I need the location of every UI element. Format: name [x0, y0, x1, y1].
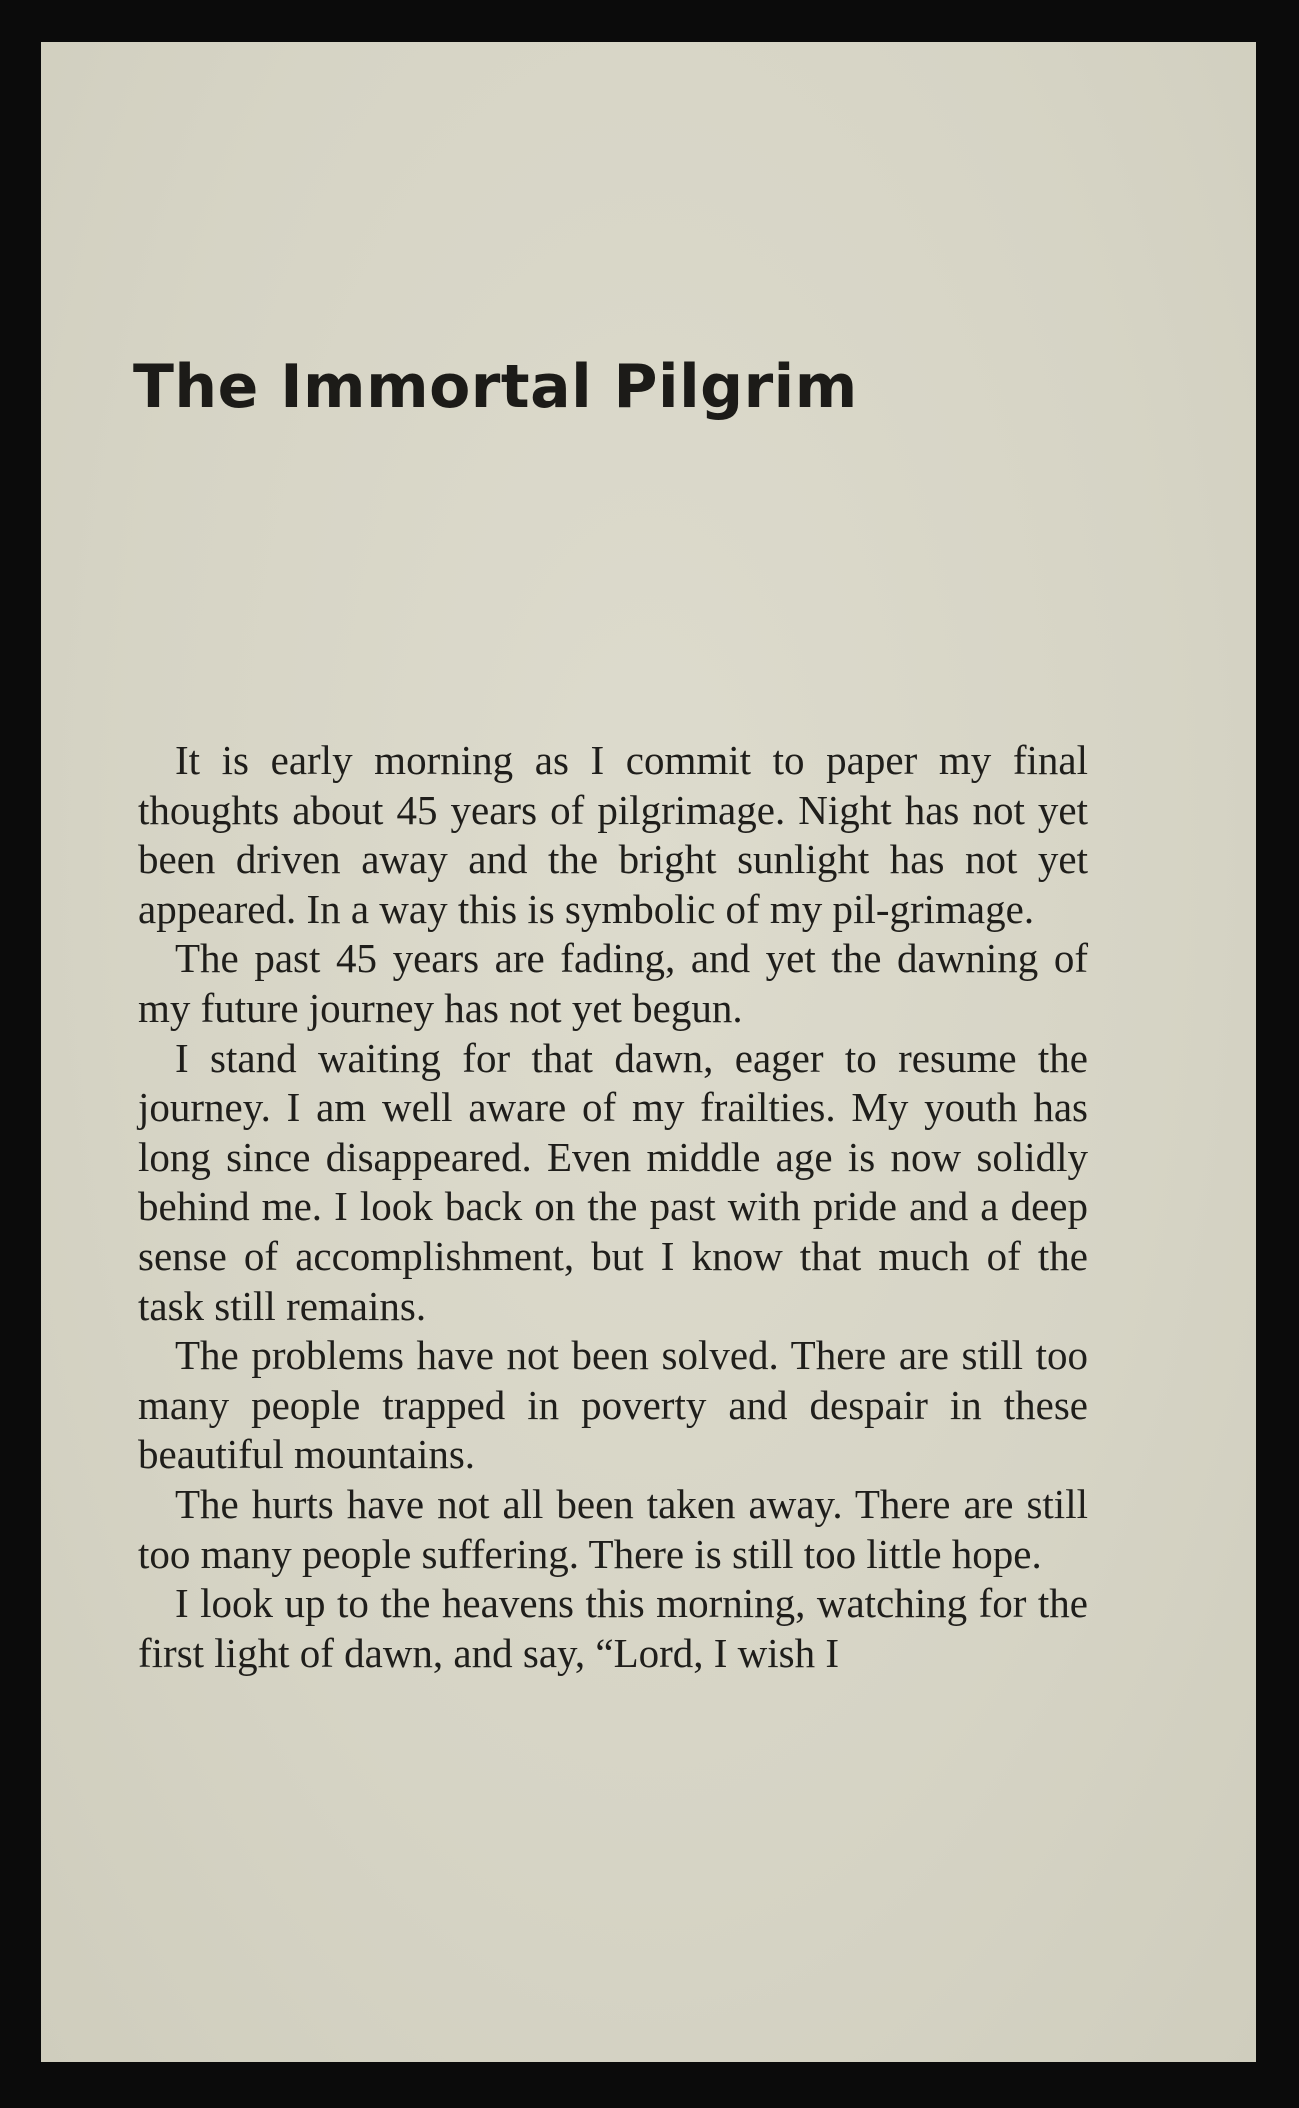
paragraph-2: The past 45 years are fading, and yet the dawning of my future journey has not yet begun.: [138, 935, 1088, 1031]
paragraph-5: The hurts have not all been taken away. There are still too many people suffering. There is still too little hope.: [138, 1480, 1088, 1577]
paragraph-1: It is early morning as I commit to paper my final thoughts about 45 years of pilgrimage. Night has not yet been driven away and the bright sunlight has not yet appeared. In a way this is symbolic of my pil-grimage.: [138, 737, 1088, 932]
paragraph-4: The problems have not been solved. There are still too many people trapped in poverty and despair in these beautiful mountains.: [138, 1332, 1088, 1478]
article-body: [138, 736, 1088, 1678]
paragraph-3: I stand waiting for that dawn, eager to resume the journey. I am well aware of my frailties. My youth has long since disappeared. Even middle age is now solidly behind me. I look back on the past with pride and a deep sense of accomplishment, but I know that much of the task still remains.: [138, 1034, 1088, 1329]
paragraph-6: I look up to the heavens this morning, watching for the first light of dawn, and say, “Lord, I wish I: [138, 1580, 1088, 1676]
page-title: The Immortal Pilgrim: [133, 352, 858, 422]
